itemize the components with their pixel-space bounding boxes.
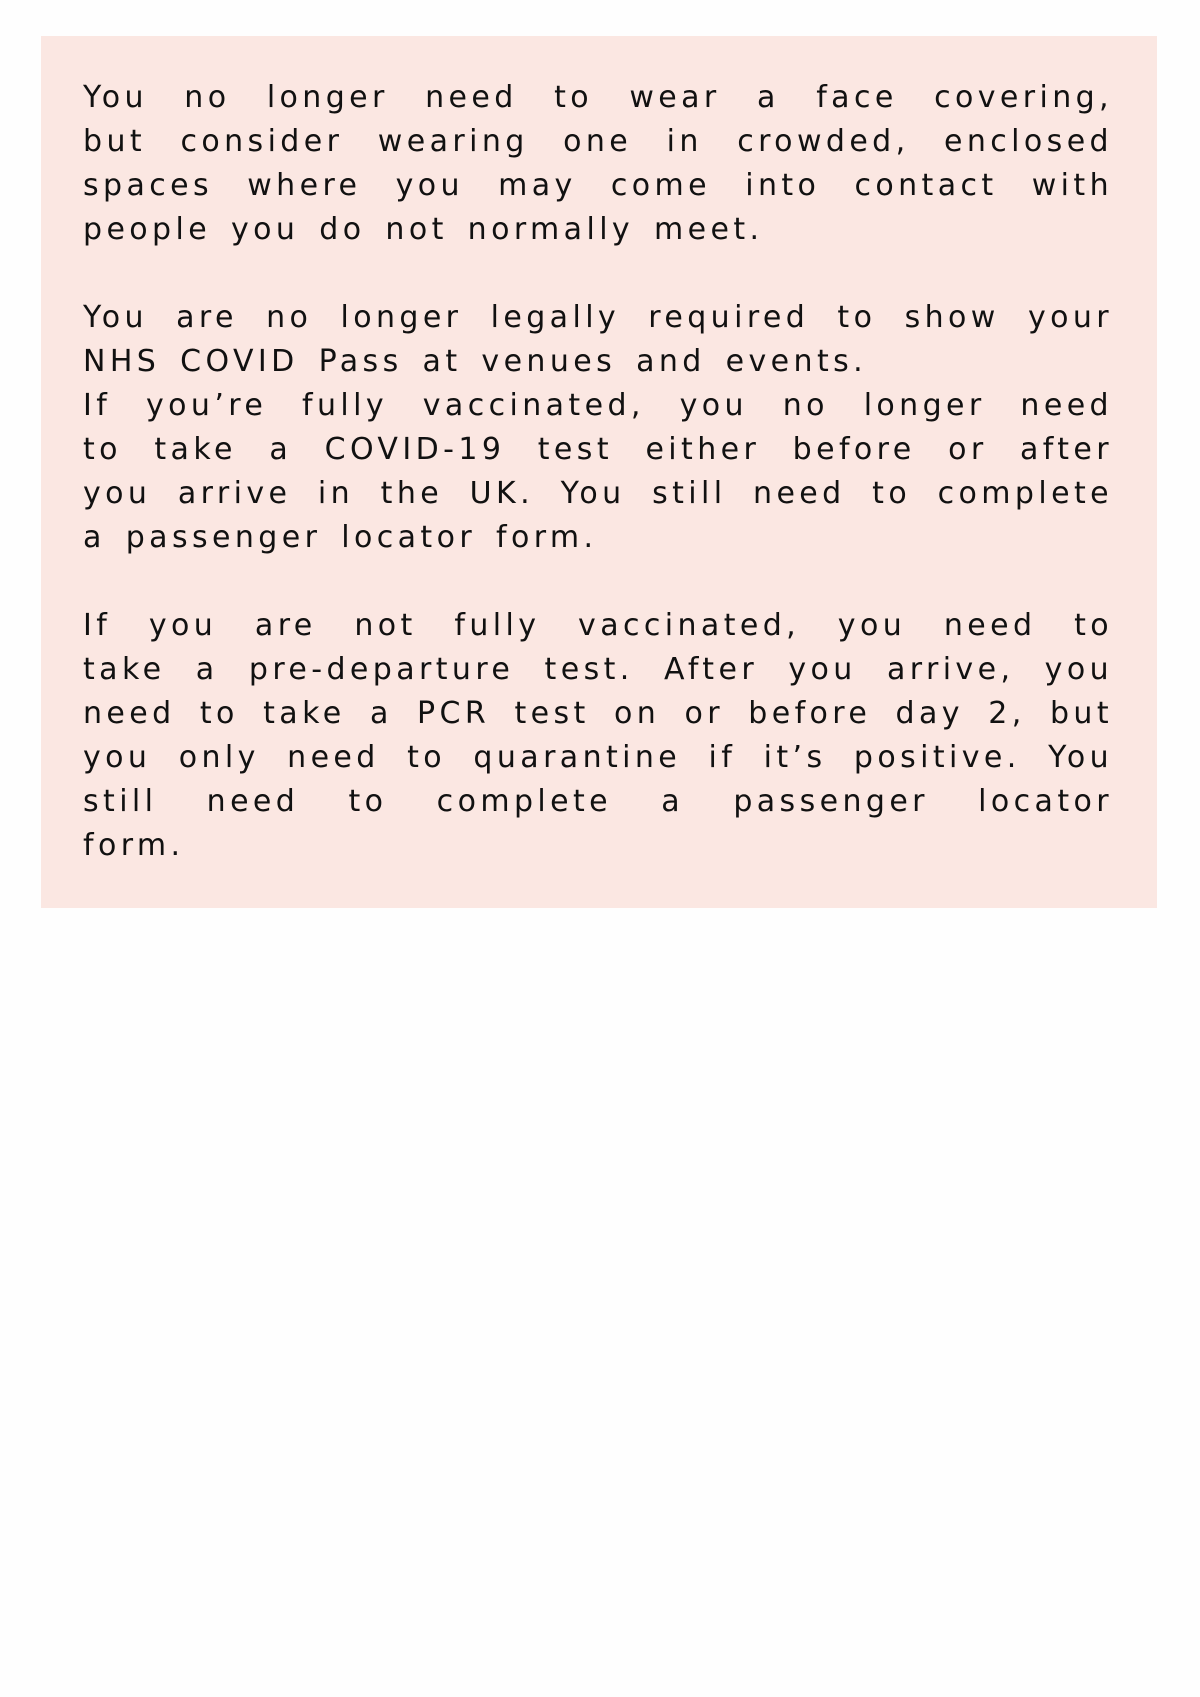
text-line: you only need to quarantine if it’s positive. You <box>83 740 1113 775</box>
text-line: spaces where you may come into contact with <box>83 168 1113 203</box>
text-line: people you do not normally meet. <box>83 212 764 247</box>
text-line: You are no longer legally required to show your <box>83 300 1113 335</box>
text-line: If you’re fully vaccinated, you no longer need <box>83 388 1113 423</box>
paragraph-face-covering <box>83 76 1113 252</box>
paragraph-not-vaccinated <box>83 604 1113 868</box>
text-line: still need to complete a passenger locator <box>83 784 1113 819</box>
text-line: form. <box>83 828 185 863</box>
text-line: you arrive in the UK. You still need to complete <box>83 476 1113 511</box>
text-line: If you are not fully vaccinated, you need to <box>83 608 1113 643</box>
text-line: but consider wearing one in crowded, enclosed <box>83 124 1113 159</box>
text-line: a passenger locator form. <box>83 520 598 555</box>
info-box <box>41 36 1157 908</box>
text-line: NHS COVID Pass at venues and events. <box>83 344 868 379</box>
text-line: take a pre-departure test. After you arrive, you <box>83 652 1113 687</box>
text-line: You no longer need to wear a face covering, <box>83 80 1113 115</box>
text-line: to take a COVID-19 test either before or after <box>83 432 1113 467</box>
text-line: need to take a PCR test on or before day 2, but <box>83 696 1113 731</box>
paragraph-covid-pass-and-travel <box>83 296 1113 560</box>
